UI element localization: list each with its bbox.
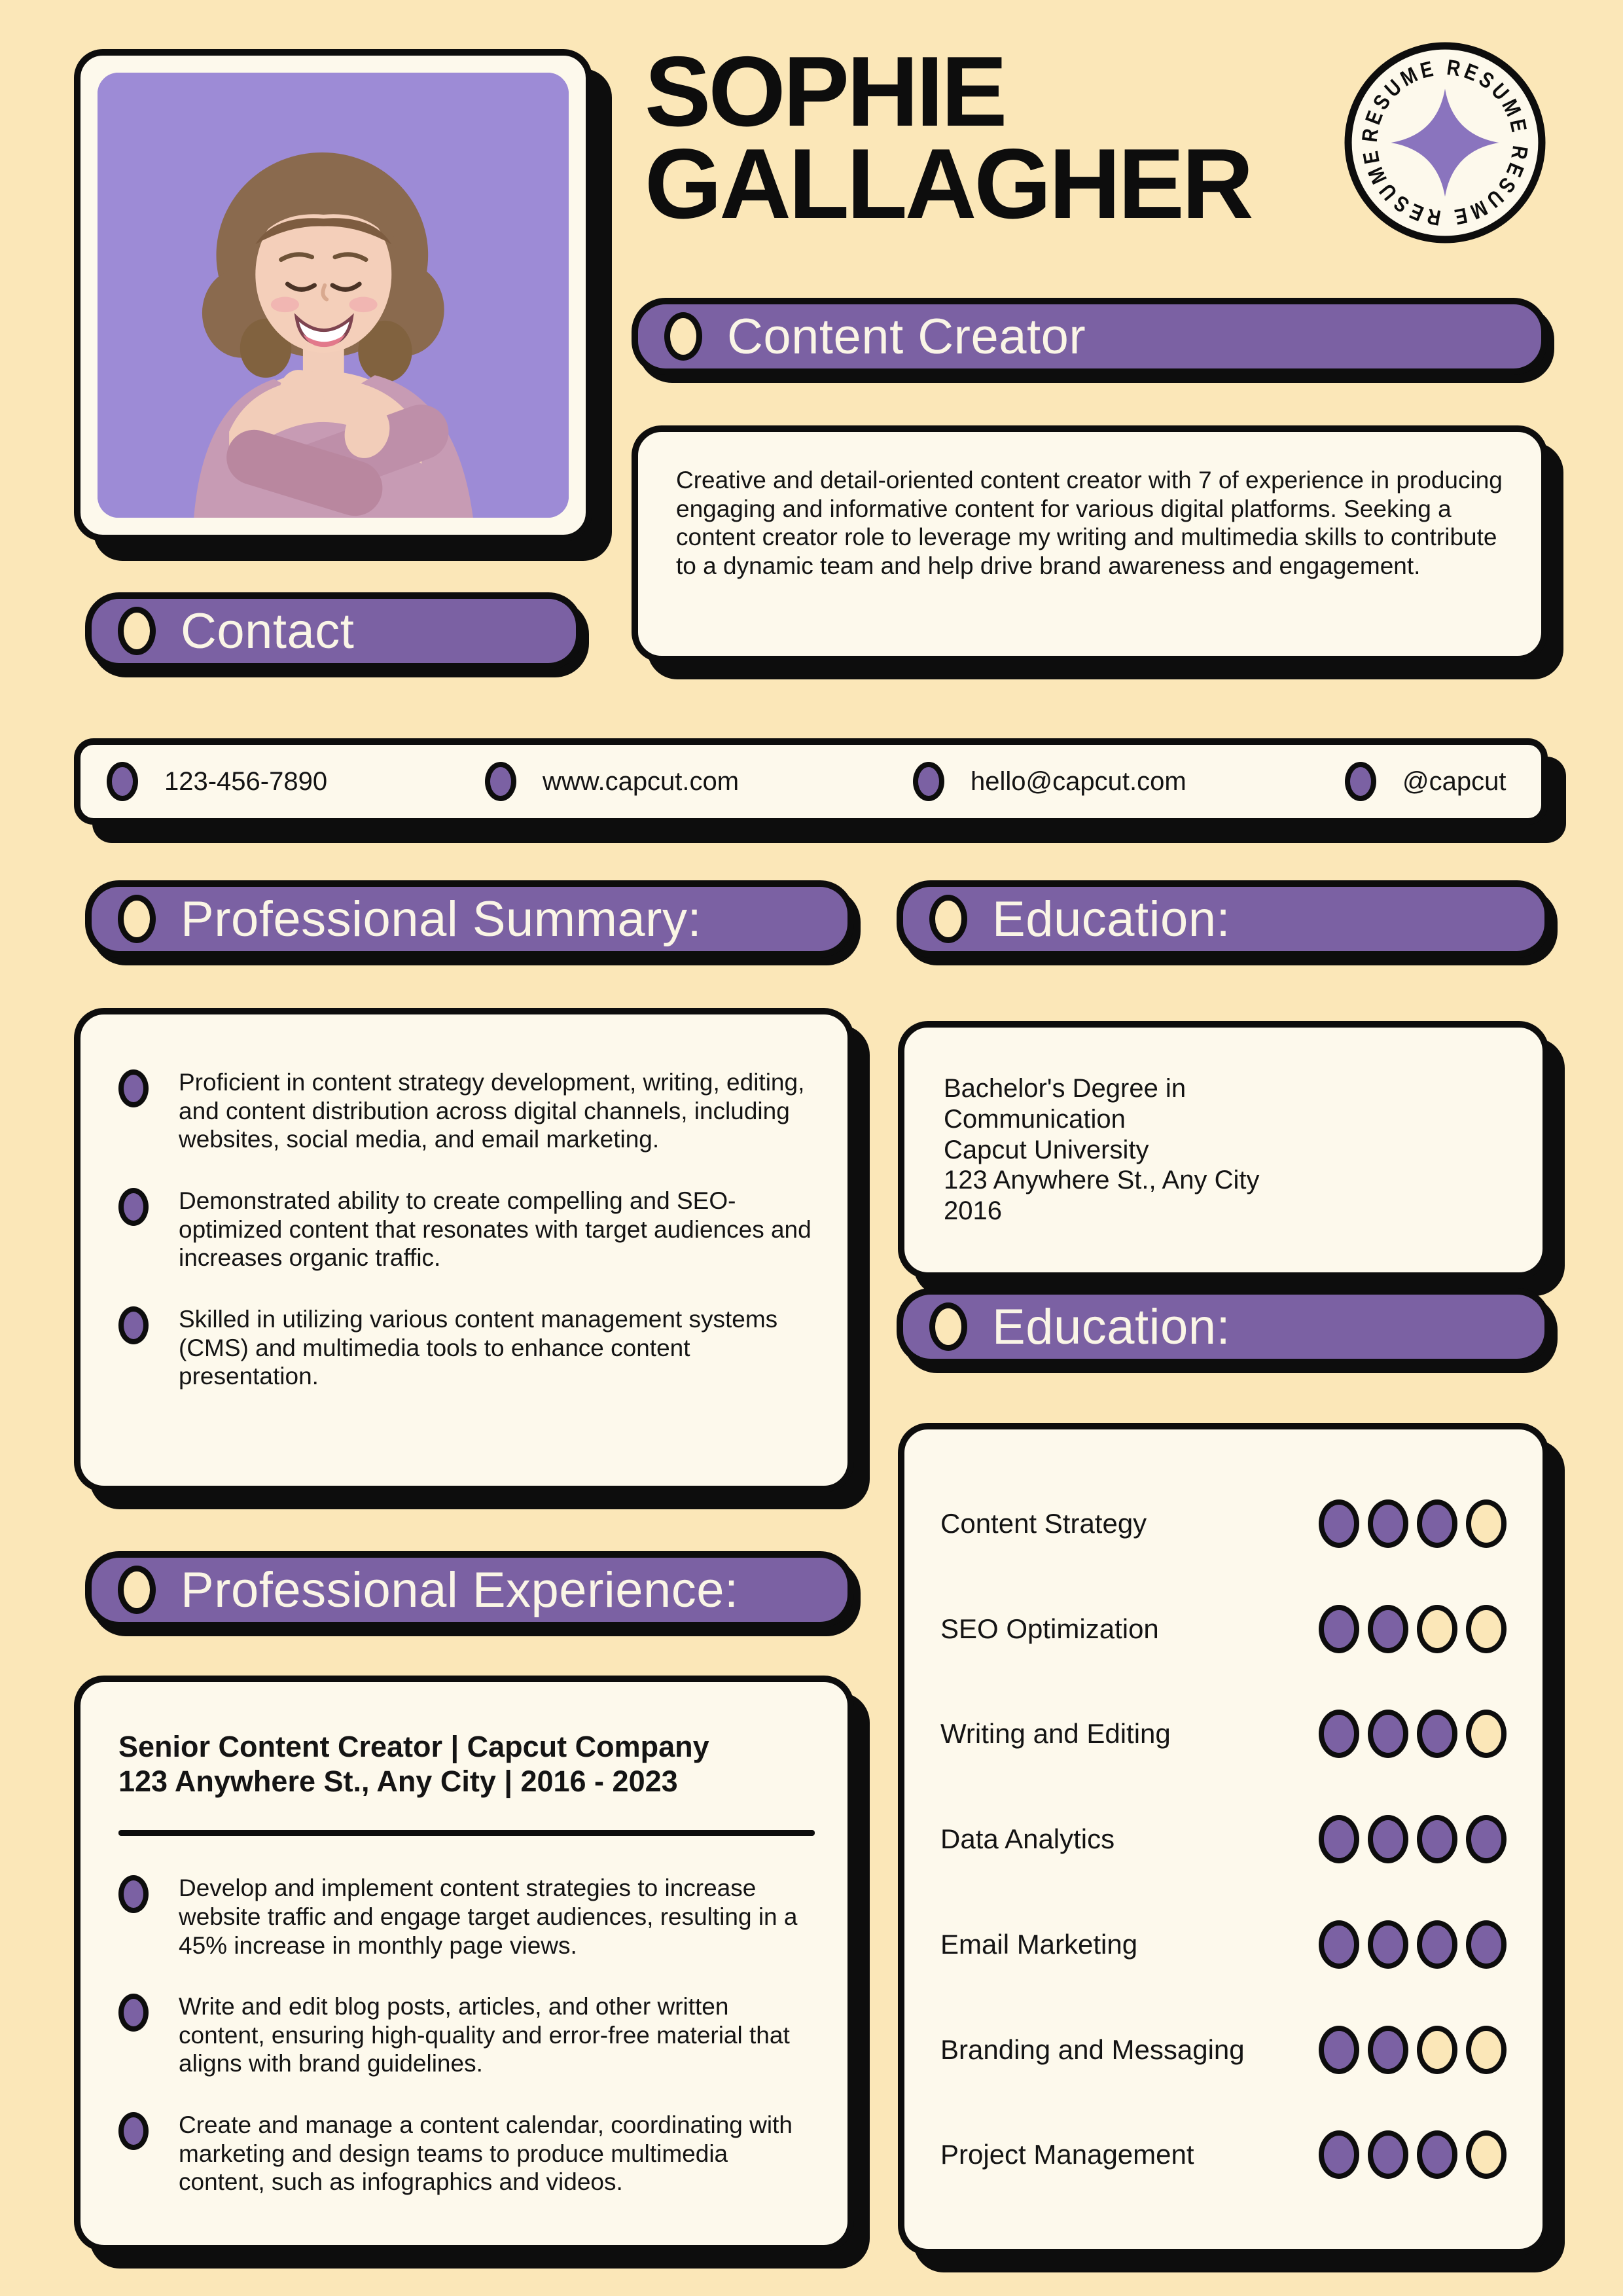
skill-rating <box>1319 1710 1507 1758</box>
person-name <box>645 36 1251 240</box>
skill-dot-empty <box>1466 1499 1507 1548</box>
contact-heading-bar <box>85 592 582 670</box>
skill-dot-filled <box>1319 1499 1359 1548</box>
experience-heading-bar <box>85 1551 854 1628</box>
skill-dot-filled <box>1417 1815 1457 1863</box>
bar-dot-icon <box>118 895 156 943</box>
skill-row: Data Analytics <box>940 1815 1507 1863</box>
skill-rating <box>1319 2026 1507 2074</box>
badge-circular-text: RESUME RESUME RESUME RESUME <box>1357 55 1533 230</box>
skill-row: SEO Optimization <box>940 1605 1507 1653</box>
bar-dot-icon <box>118 1566 156 1614</box>
profile-photo-illustration <box>98 73 569 518</box>
website-dot-icon <box>485 762 516 801</box>
skill-dot-filled <box>1368 1920 1408 1969</box>
skill-dot-filled <box>1319 1605 1359 1653</box>
skill-dot-filled <box>1417 1710 1457 1758</box>
skill-dot-filled <box>1319 1920 1359 1969</box>
experience-bullet: Write and edit blog posts, articles, and other written content, ensuring high-quality and error-free material that aligns with brand guidelines. <box>118 1992 815 2078</box>
job-title-bar <box>632 298 1548 375</box>
education-heading: Education: <box>992 891 1231 947</box>
handle-dot-icon <box>1345 762 1376 801</box>
skill-dot-filled <box>1466 1920 1507 1969</box>
education-card <box>898 1021 1549 1279</box>
skill-dot-filled <box>1368 2026 1408 2074</box>
summary-bullet: Skilled in utilizing various content management systems (CMS) and multimedia tools to enhance content presentation. <box>118 1305 815 1391</box>
skill-rating <box>1319 1499 1507 1548</box>
experience-heading: Professional Experience: <box>181 1562 739 1618</box>
education-heading-bar <box>897 880 1551 958</box>
skill-dot-filled <box>1417 1920 1457 1969</box>
education-year: 2016 <box>944 1196 1002 1226</box>
skill-dot-filled <box>1319 2130 1359 2179</box>
professional-summary-heading: Professional Summary: <box>181 891 702 947</box>
bar-dot-icon <box>118 607 156 655</box>
bar-dot-icon <box>664 312 702 361</box>
person-name-line1: SOPHIE <box>645 36 1005 147</box>
contact-handle-value: @capcut <box>1402 766 1507 796</box>
contact-email-value: hello@capcut.com <box>971 766 1186 796</box>
job-title: Content Creator <box>727 308 1086 365</box>
skill-rating <box>1319 1920 1507 1969</box>
skill-dot-filled <box>1319 1710 1359 1758</box>
skill-dot-filled <box>1466 1815 1507 1863</box>
skill-rating <box>1319 1815 1507 1863</box>
bullet-dot-icon <box>118 1994 149 2032</box>
education-school: Capcut University <box>944 1135 1149 1164</box>
contact-handle[interactable] <box>1345 762 1506 801</box>
skill-row: Email Marketing <box>940 1920 1507 1969</box>
bullet-dot-icon <box>118 1875 149 1913</box>
person-name-line2: GALLAGHER <box>645 128 1251 240</box>
skill-dot-empty <box>1466 1605 1507 1653</box>
skill-dot-filled <box>1368 1710 1408 1758</box>
skills-heading-bar <box>897 1288 1551 1365</box>
skills-heading: Education: <box>992 1299 1231 1355</box>
contact-email[interactable] <box>913 762 1186 801</box>
email-dot-icon <box>913 762 944 801</box>
bullet-dot-icon <box>118 1306 149 1344</box>
experience-bullet: Develop and implement content strategies to increase website traffic and engage target audiences, resulting in a 45% increase in monthly page views. <box>118 1874 815 1960</box>
skill-row: Content Strategy <box>940 1499 1507 1548</box>
phone-dot-icon <box>107 762 138 801</box>
education-address: 123 Anywhere St., Any City <box>944 1166 1260 1195</box>
headline-summary-card <box>632 425 1548 662</box>
skills-card <box>898 1423 1549 2255</box>
contact-phone[interactable] <box>107 762 327 801</box>
skill-dot-filled <box>1368 2130 1408 2179</box>
skill-row: Project Management <box>940 2130 1507 2179</box>
skill-dot-filled <box>1417 1499 1457 1548</box>
skill-dot-filled <box>1319 2026 1359 2074</box>
skill-dot-filled <box>1319 1815 1359 1863</box>
summary-bullet: Demonstrated ability to create compelling and SEO-optimized content that resonates with target audiences and increases organic traffic. <box>118 1187 815 1272</box>
bullet-dot-icon <box>118 2112 149 2150</box>
experience-bullet: Create and manage a content calendar, coordinating with marketing and design teams to produce multimedia content, such as infographics and videos. <box>118 2111 815 2197</box>
skill-dot-filled <box>1368 1815 1408 1863</box>
skill-dot-filled <box>1368 1499 1408 1548</box>
profile-photo <box>98 73 569 518</box>
contact-phone-value: 123-456-7890 <box>164 766 328 796</box>
experience-card <box>74 1676 854 2251</box>
professional-summary-heading-bar <box>85 880 854 958</box>
skill-dot-filled <box>1417 2130 1457 2179</box>
skill-dot-filled <box>1368 1605 1408 1653</box>
summary-bullet: Proficient in content strategy development, writing, editing, and content distribution across digital channels, including websites, social media, and email marketing. <box>118 1068 815 1154</box>
resume-stamp-badge <box>1343 41 1547 245</box>
skill-dot-empty <box>1417 1605 1457 1653</box>
skill-row: Writing and Editing <box>940 1710 1507 1758</box>
bar-dot-icon <box>929 895 967 943</box>
profile-photo-card <box>74 49 592 541</box>
skill-row: Branding and Messaging <box>940 2026 1507 2074</box>
experience-role: Senior Content Creator | Capcut Company <box>118 1730 709 1763</box>
bullet-dot-icon <box>118 1069 149 1107</box>
contact-strip <box>74 738 1548 825</box>
contact-website[interactable] <box>485 762 739 801</box>
headline-summary-text: Creative and detail-oriented content creator with 7 of experience in producing engaging and informative content for various digital platforms. Seeking a content creator role to leverage my writing and multimedia skills to contribute to a dynamic team and help drive brand awareness and engagement. <box>676 467 1503 579</box>
skill-dot-empty <box>1466 2026 1507 2074</box>
divider <box>118 1830 815 1836</box>
skill-rating <box>1319 2130 1507 2179</box>
skill-dot-empty <box>1466 2130 1507 2179</box>
bar-dot-icon <box>929 1302 967 1351</box>
skill-dot-empty <box>1417 2026 1457 2074</box>
contact-heading: Contact <box>181 603 355 659</box>
skill-dot-empty <box>1466 1710 1507 1758</box>
experience-location-dates: 123 Anywhere St., Any City | 2016 - 2023 <box>118 1765 678 1799</box>
education-degree: Bachelor's Degree in Communication <box>944 1074 1186 1134</box>
bullet-dot-icon <box>118 1188 149 1226</box>
contact-website-value: www.capcut.com <box>543 766 740 796</box>
skill-rating <box>1319 1605 1507 1653</box>
professional-summary-card <box>74 1008 854 1492</box>
